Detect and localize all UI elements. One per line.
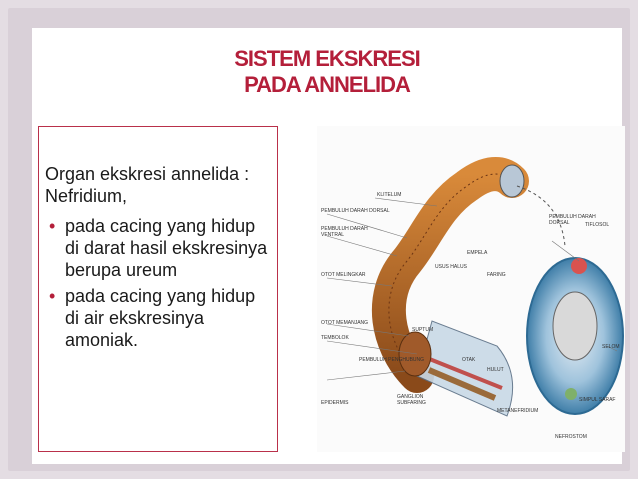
svg-text:FARING: FARING (487, 272, 506, 278)
slide-title (32, 46, 622, 98)
svg-text:TIFLOSOL: TIFLOSOL (585, 222, 610, 228)
slide (32, 28, 622, 464)
svg-text:DORSAL: DORSAL (549, 220, 570, 226)
svg-text:USUS HALUS: USUS HALUS (435, 264, 467, 270)
svg-text:METANEFRIDIUM: METANEFRIDIUM (497, 408, 539, 414)
title-line-2: PADA ANNELIDA (244, 72, 410, 97)
annelid-anatomy-figure (317, 126, 625, 452)
svg-text:NEFROSTOM: NEFROSTOM (555, 434, 587, 440)
slide-frame (8, 8, 630, 471)
svg-text:OTOT MELINGKAR: OTOT MELINGKAR (321, 272, 366, 278)
svg-text:PEMBULUH DARAH: PEMBULUH DARAH (549, 214, 596, 220)
svg-text:KLITELUM: KLITELUM (377, 192, 402, 198)
bullet-text: pada cacing yang hidup di air ekskresinya amoniak. (65, 286, 256, 350)
svg-text:PEMBULUH DARAH: PEMBULUH DARAH (321, 226, 368, 232)
svg-text:HULUT: HULUT (487, 367, 504, 373)
bullet-icon: • (49, 286, 56, 306)
bullet-item (45, 215, 271, 281)
svg-text:SELOM: SELOM (602, 344, 620, 350)
bullet-icon: • (49, 216, 56, 236)
svg-text:PEMBULUH PENGHUBUNG: PEMBULUH PENGHUBUNG (359, 357, 425, 363)
svg-text:OTAK: OTAK (462, 357, 476, 363)
title-line-1: SISTEM EKSKRESI (234, 46, 420, 71)
svg-text:SUBFARING: SUBFARING (397, 400, 426, 406)
svg-text:VENTRAL: VENTRAL (321, 232, 345, 238)
bullet-text: pada cacing yang hidup di darat hasil ekskresinya berupa ureum (65, 216, 268, 280)
svg-text:SUPTUM: SUPTUM (412, 327, 434, 333)
svg-text:EMPELA: EMPELA (467, 250, 488, 256)
svg-text:EPIDERMIS: EPIDERMIS (321, 400, 349, 406)
intro-text: Organ ekskresi annelida : Nefridium, (45, 164, 250, 206)
bullet-list (45, 215, 271, 351)
svg-text:OTOT MEMANJANG: OTOT MEMANJANG (321, 320, 369, 326)
text-box (38, 126, 278, 452)
svg-text:GANGLION: GANGLION (397, 394, 424, 400)
bullet-item (45, 285, 271, 351)
earthworm-illustration (317, 126, 625, 452)
svg-text:PEMBULUH DARAH DORSAL: PEMBULUH DARAH DORSAL (321, 208, 390, 214)
svg-text:SIMPUL SARAF: SIMPUL SARAF (579, 397, 616, 403)
svg-text:TEMBOLOK: TEMBOLOK (321, 335, 349, 341)
